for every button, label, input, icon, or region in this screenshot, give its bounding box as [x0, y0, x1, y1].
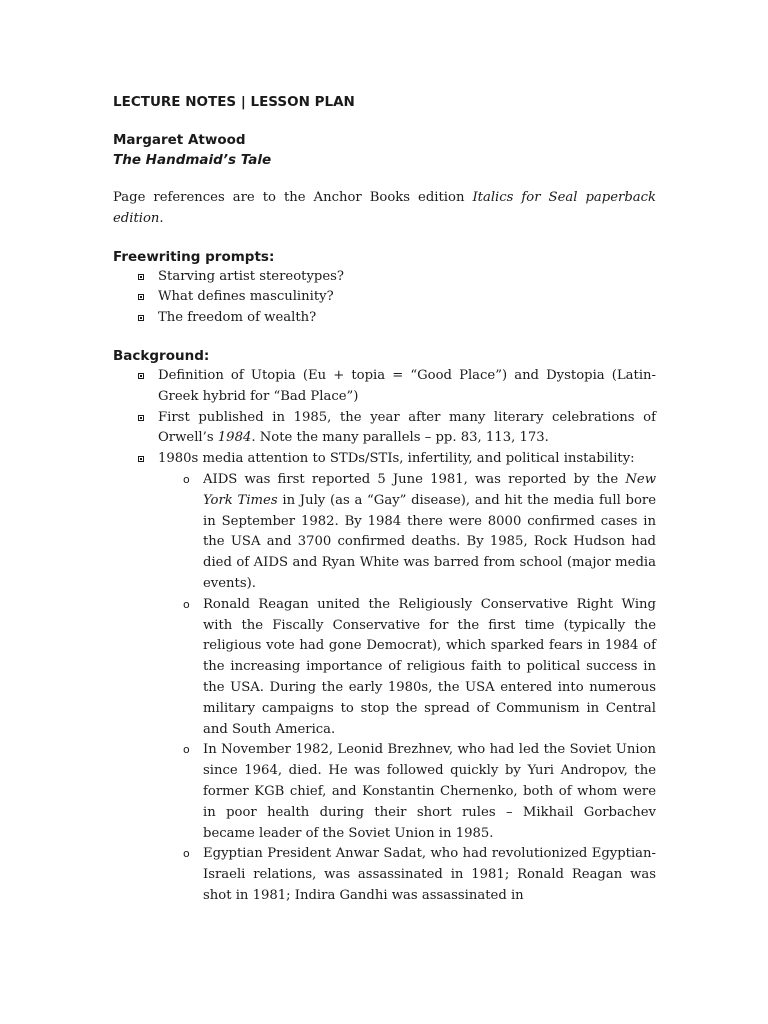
- circle-bullet-icon: o: [183, 847, 190, 861]
- freewriting-item-text: The freedom of wealth?: [158, 310, 317, 326]
- square-bullet-icon: [138, 373, 144, 379]
- freewriting-item-text: What defines masculinity?: [158, 289, 334, 305]
- document-header: LECTURE NOTES | LESSON PLAN: [113, 94, 355, 110]
- freewriting-item-text: Starving artist stereotypes?: [158, 268, 344, 284]
- square-bullet-icon: [138, 274, 144, 280]
- sublist-item-text: Ronald Reagan united the Religiously Conservative Right Wing with the Fiscally Conservative for the first time (typically the religious vote had gone Democrat), which sparked fears in 1984 of the increasing importance of religious faith to political success in the USA. During the early 1980s, the USA entered into numerous military campaigns to stop the spread of Communism in Central and South America.: [203, 596, 656, 737]
- sublist-item: [158, 470, 656, 595]
- list-item: [113, 408, 656, 450]
- background-item-text-post: . Note the many parallels – pp. 83, 113, 173.: [251, 430, 549, 446]
- sublist-item-text: Egyptian President Anwar Sadat, who had revolutionized Egyptian-Israeli relations, was assassinated in 1981; Ronald Reagan was shot in 1981; Indira Gandhi was assassinated in: [203, 846, 656, 903]
- list-item: [113, 267, 656, 288]
- circle-bullet-icon: o: [183, 743, 190, 757]
- list-item: [113, 308, 656, 329]
- author-name: Margaret Atwood: [113, 132, 246, 148]
- freewriting-heading: Freewriting prompts:: [113, 248, 275, 265]
- freewriting-list: [113, 267, 656, 329]
- sublist-item-text-post: in July (as a “Gay” disease), and hit the media full bore in September 1982. By 1984 there were 8000 confirmed cases in the USA and 3700 confirmed deaths. By 1985, Rock Hudson had died of AIDS and Ryan White was barred from school (major media events).: [203, 492, 657, 591]
- page-references-end: .: [159, 210, 164, 226]
- background-item-italic: 1984: [217, 430, 252, 446]
- background-sublist: [113, 470, 656, 907]
- list-item: [113, 366, 656, 408]
- square-bullet-icon: [138, 294, 144, 300]
- page-references-note: [113, 188, 656, 230]
- background-heading: Background:: [113, 347, 210, 364]
- square-bullet-icon: [138, 456, 144, 462]
- sublist-item-text: In November 1982, Leonid Brezhnev, who had led the Soviet Union since 1964, died. He was followed quickly by Yuri Andropov, the former KGB chief, and Konstantin Chernenko, both of whom were in poor health during their short rules – Mikhail Gorbachev became leader of the Soviet Union in 1985.: [203, 742, 656, 841]
- circle-bullet-icon: o: [183, 472, 190, 486]
- sublist-item: [158, 844, 656, 906]
- sublist-item-italic: New York Times: [203, 471, 656, 508]
- background-item-text-pre: First published in 1985, the year after many literary celebrations of Orwell’s: [158, 409, 656, 446]
- document-page: [113, 92, 656, 907]
- book-title: The Handmaid’s Tale: [113, 152, 272, 168]
- page-references-text: Page references are to the Anchor Books edition: [113, 190, 473, 205]
- page-references-italic: Italics for Seal paperback edition: [113, 190, 656, 226]
- list-item: [113, 287, 656, 308]
- background-item-text: 1980s media attention to STDs/STIs, infertility, and political instability:: [158, 451, 635, 467]
- background-list: [113, 366, 656, 907]
- square-bullet-icon: [138, 415, 144, 421]
- background-item-text: Definition of Utopia (Eu + topia = “Good Place”) and Dystopia (Latin-Greek hybrid for “Bad Place”): [158, 367, 656, 404]
- list-item: [113, 449, 656, 907]
- sublist-item-text-pre: AIDS was first reported 5 June 1981, was reported by the: [203, 471, 626, 487]
- sublist-item: [158, 595, 656, 741]
- circle-bullet-icon: o: [183, 597, 190, 611]
- square-bullet-icon: [138, 315, 144, 321]
- sublist-item: [158, 740, 656, 844]
